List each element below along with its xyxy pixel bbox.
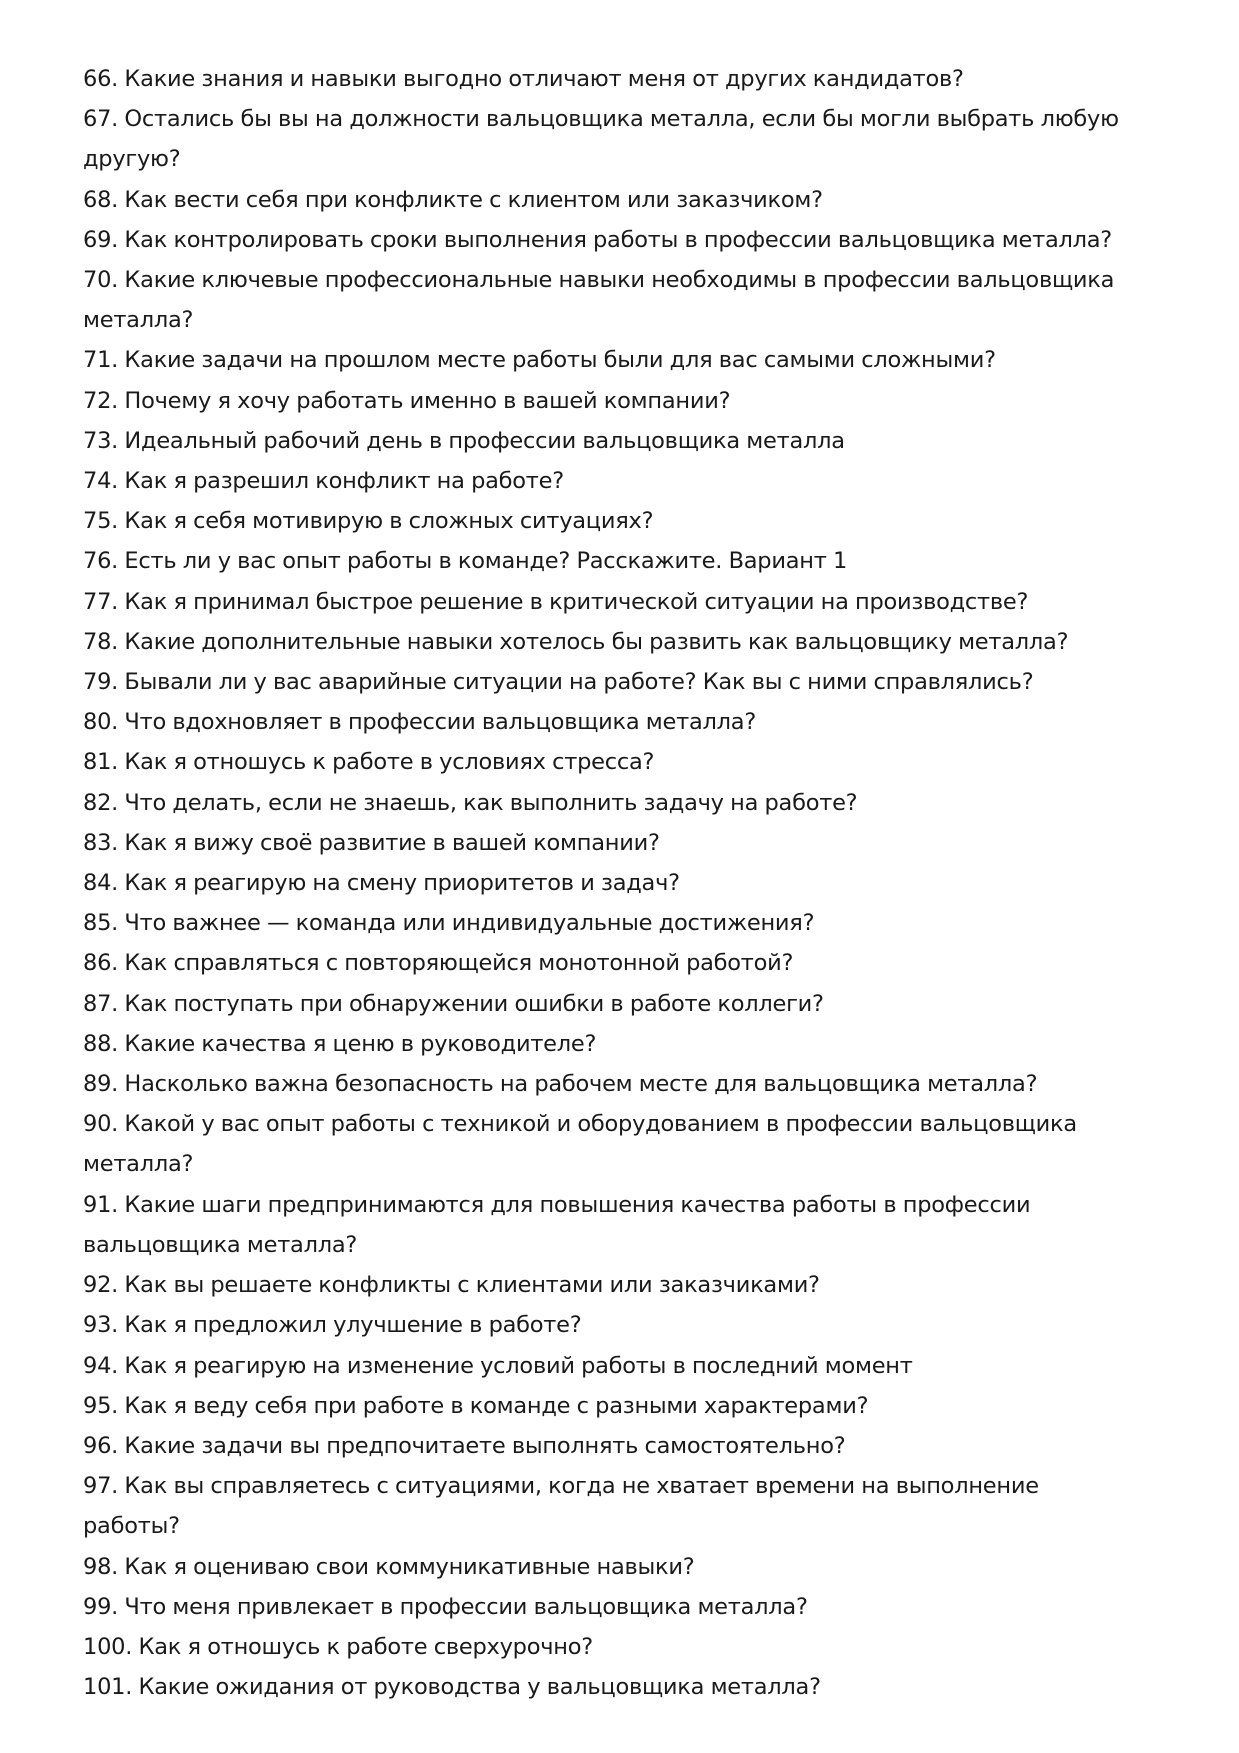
question-item: 97. Как вы справляетесь с ситуациями, когда не хватает времени на выполнение работы? [83, 1473, 1039, 1540]
question-item: 87. Как поступать при обнаружении ошибки в работе коллеги? [83, 990, 824, 1017]
question-item: 72. Почему я хочу работать именно в вашей компании? [83, 387, 731, 414]
question-item: 88. Какие качества я ценю в руководителе? [83, 1030, 597, 1057]
question-item: 67. Остались бы вы на должности вальцовщика металла, если бы могли выбрать любую другую? [83, 106, 1119, 173]
question-item: 69. Как контролировать сроки выполнения работы в профессии вальцовщика металла? [83, 226, 1112, 253]
question-item: 83. Как я вижу своё развитие в вашей компании? [83, 829, 660, 856]
question-item: 74. Как я разрешил конфликт на работе? [83, 468, 564, 495]
question-item: 91. Какие шаги предпринимаются для повышения качества работы в профессии вальцовщика металла? [83, 1191, 1031, 1258]
question-item: 96. Какие задачи вы предпочитаете выполнять самостоятельно? [83, 1432, 846, 1459]
question-item: 68. Как вести себя при конфликте с клиентом или заказчиком? [83, 186, 823, 213]
question-item: 76. Есть ли у вас опыт работы в команде? Расскажите. Вариант 1 [83, 548, 848, 575]
question-item: 95. Как я веду себя при работе в команде с разными характерами? [83, 1392, 869, 1419]
question-item: 81. Как я отношусь к работе в условиях стресса? [83, 749, 655, 776]
question-item: 98. Как я оцениваю свои коммуникативные навыки? [83, 1553, 695, 1580]
question-item: 82. Что делать, если не знаешь, как выполнить задачу на работе? [83, 789, 858, 816]
question-item: 78. Какие дополнительные навыки хотелось бы развить как вальцовщику металла? [83, 628, 1069, 655]
question-item: 93. Как я предложил улучшение в работе? [83, 1312, 582, 1339]
question-item: 94. Как я реагирую на изменение условий работы в последний момент [83, 1352, 913, 1379]
question-item: 100. Как я отношусь к работе сверхурочно? [83, 1633, 593, 1660]
question-item: 86. Как справляться с повторяющейся монотонной работой? [83, 950, 794, 977]
question-item: 80. Что вдохновляет в профессии вальцовщика металла? [83, 709, 757, 736]
question-item: 77. Как я принимал быстрое решение в критической ситуации на производстве? [83, 588, 1029, 615]
question-list [83, 59, 1119, 1707]
question-item: 92. Как вы решаете конфликты с клиентами или заказчиками? [83, 1272, 820, 1299]
question-item: 101. Какие ожидания от руководства у вальцовщика металла? [83, 1674, 821, 1701]
question-item: 89. Насколько важна безопасность на рабочем месте для вальцовщика металла? [83, 1071, 1038, 1098]
question-item: 66. Какие знания и навыки выгодно отличают меня от других кандидатов? [83, 66, 964, 92]
question-item: 84. Как я реагирую на смену приоритетов и задач? [83, 870, 680, 897]
question-item: 70. Какие ключевые профессиональные навыки необходимы в профессии вальцовщика металла? [83, 267, 1115, 334]
question-item: 99. Что меня привлекает в профессии вальцовщика металла? [83, 1593, 808, 1620]
question-item: 71. Какие задачи на прошлом месте работы были для вас самыми сложными? [83, 347, 996, 374]
question-item: 75. Как я себя мотивирую в сложных ситуациях? [83, 508, 654, 535]
question-item: 90. Какой у вас опыт работы с техникой и оборудованием в профессии вальцовщика металла? [83, 1111, 1077, 1178]
question-item: 73. Идеальный рабочий день в профессии вальцовщика металла [83, 427, 845, 454]
question-item: 85. Что важнее — команда или индивидуальные достижения? [83, 910, 815, 937]
question-item: 79. Бывали ли у вас аварийные ситуации на работе? Как вы с ними справлялись? [83, 669, 1034, 696]
